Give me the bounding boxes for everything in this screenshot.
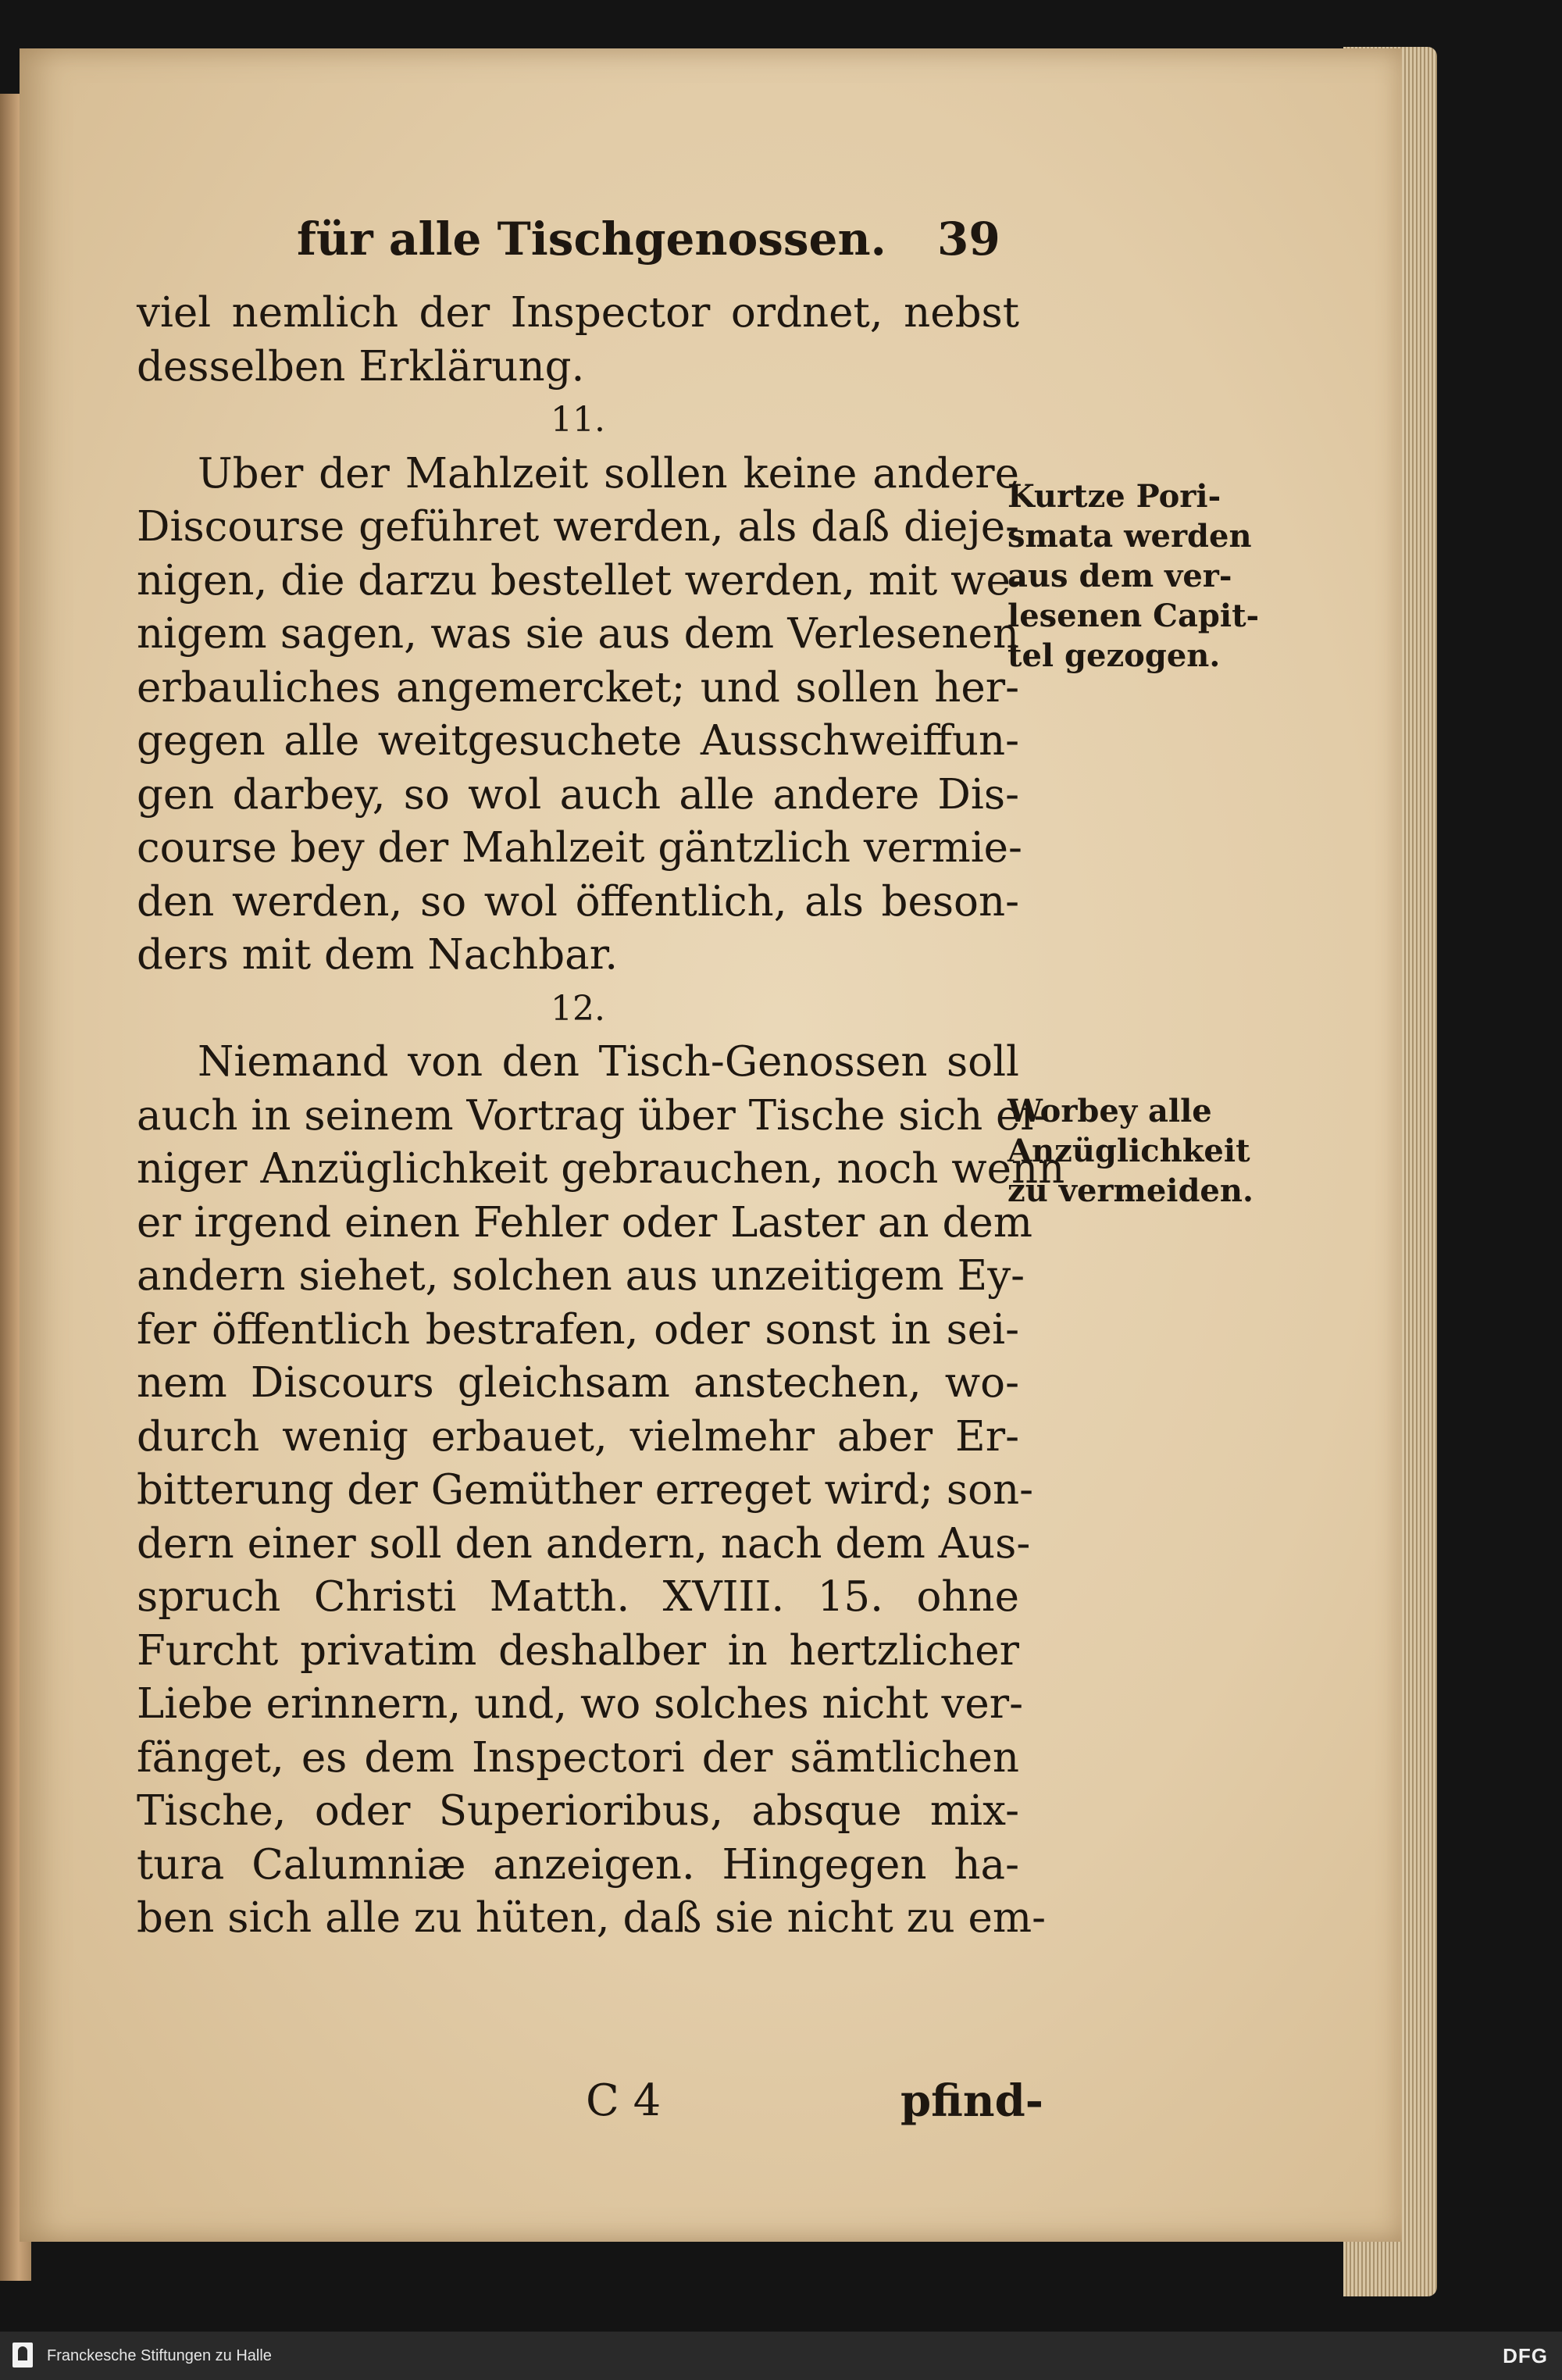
text-line: Niemand von den Tisch-Genossen soll (198, 1038, 1019, 1086)
text-line: Liebe erinnern, und, wo solches nicht ver- (137, 1680, 1023, 1728)
text-line: den werden, so wol öffentlich, als beson- (137, 877, 1019, 926)
viewer-footer-bar (0, 2332, 1562, 2380)
margin-note-line: zu vermeiden. (1007, 1172, 1254, 1209)
text-line: auch in seinem Vortrag über Tische sich ei- (137, 1091, 1048, 1140)
text-line: viel nemlich der Inspector ordnet, nebst (137, 289, 1019, 337)
text-line: fer öffentlich bestrafen, oder sonst in sei- (137, 1305, 1019, 1354)
text-line: gen darbey, so wol auch alle andere Dis- (137, 770, 1019, 819)
page-number: 39 (937, 212, 1000, 266)
text-line: bitterung der Gemüther erreget wird; son- (137, 1466, 1034, 1514)
text-line: er irgend einen Fehler oder Laster an dem (137, 1198, 1033, 1247)
margin-note-line: Worbey alle (1007, 1093, 1212, 1129)
body-text (137, 287, 1065, 1946)
text-line: dern einer soll den andern, nach dem Aus- (137, 1519, 1031, 1568)
text-line: gegen alle weitgesuchete Ausschweiffun- (137, 717, 1019, 765)
text-line: ben sich alle zu hüten, daß sie nicht zu em- (137, 1894, 1047, 1942)
dfg-logo: DFG (1503, 2344, 1548, 2368)
margin-note-line: smata werden (1007, 518, 1252, 555)
margin-note-line: tel gezogen. (1007, 637, 1221, 674)
text-line: durch wenig erbauet, vielmehr aber Er- (137, 1412, 1019, 1461)
text-line: fänget, es dem Inspectori der sämtlichen (137, 1733, 1019, 1782)
margin-note-2 (1007, 1091, 1265, 1211)
running-title: für alle Tischgenossen. (297, 212, 886, 266)
text-line: Discourse geführet werden, als daß dieje- (137, 503, 1019, 551)
text-line: niger Anzüglichkeit gebrauchen, noch wenn (137, 1145, 1065, 1193)
text-line: Uber der Mahlzeit sollen keine andere (198, 449, 1019, 498)
institution-name: Franckesche Stiftungen zu Halle (47, 2347, 272, 2364)
text-line: desselben Erklärung. (137, 342, 585, 391)
text-line: tura Calumniæ anzeigen. Hingegen ha- (137, 1840, 1019, 1889)
margin-note-1 (1007, 476, 1265, 676)
margin-note-line: Kurtze Pori- (1007, 478, 1221, 515)
section-number: 11. (551, 400, 605, 440)
text-line: erbauliches angemercket; und sollen her- (137, 663, 1019, 712)
margin-note-line: lesenen Capit- (1007, 598, 1260, 634)
text-line: Tische, oder Superioribus, absque mix- (137, 1787, 1019, 1835)
signature-mark: C 4 (586, 2075, 662, 2126)
text-line: spruch Christi Matth. XVIII. 15. ohne (137, 1573, 1019, 1621)
institution-logo-icon (12, 2343, 33, 2368)
text-line: ders mit dem Nachbar. (137, 931, 619, 979)
text-line: nigen, die darzu bestellet werden, mit we- (137, 556, 1025, 605)
catchword: pfind- (900, 2075, 1043, 2127)
text-line: nem Discours gleichsam anstechen, wo- (137, 1359, 1019, 1407)
text-line: nigem sagen, was sie aus dem Verlesenen (137, 610, 1019, 658)
margin-note-line: aus dem ver- (1007, 558, 1232, 594)
book-page (20, 48, 1402, 2242)
section-number: 12. (551, 988, 605, 1029)
text-line: andern siehet, solchen aus unzeitigem Ey- (137, 1252, 1025, 1300)
margin-note-line: Anzüglichkeit (1007, 1133, 1250, 1169)
text-line: course bey der Mahlzeit gäntzlich vermie- (137, 824, 1022, 872)
text-line: Furcht privatim deshalber in hertzlicher (137, 1626, 1019, 1675)
